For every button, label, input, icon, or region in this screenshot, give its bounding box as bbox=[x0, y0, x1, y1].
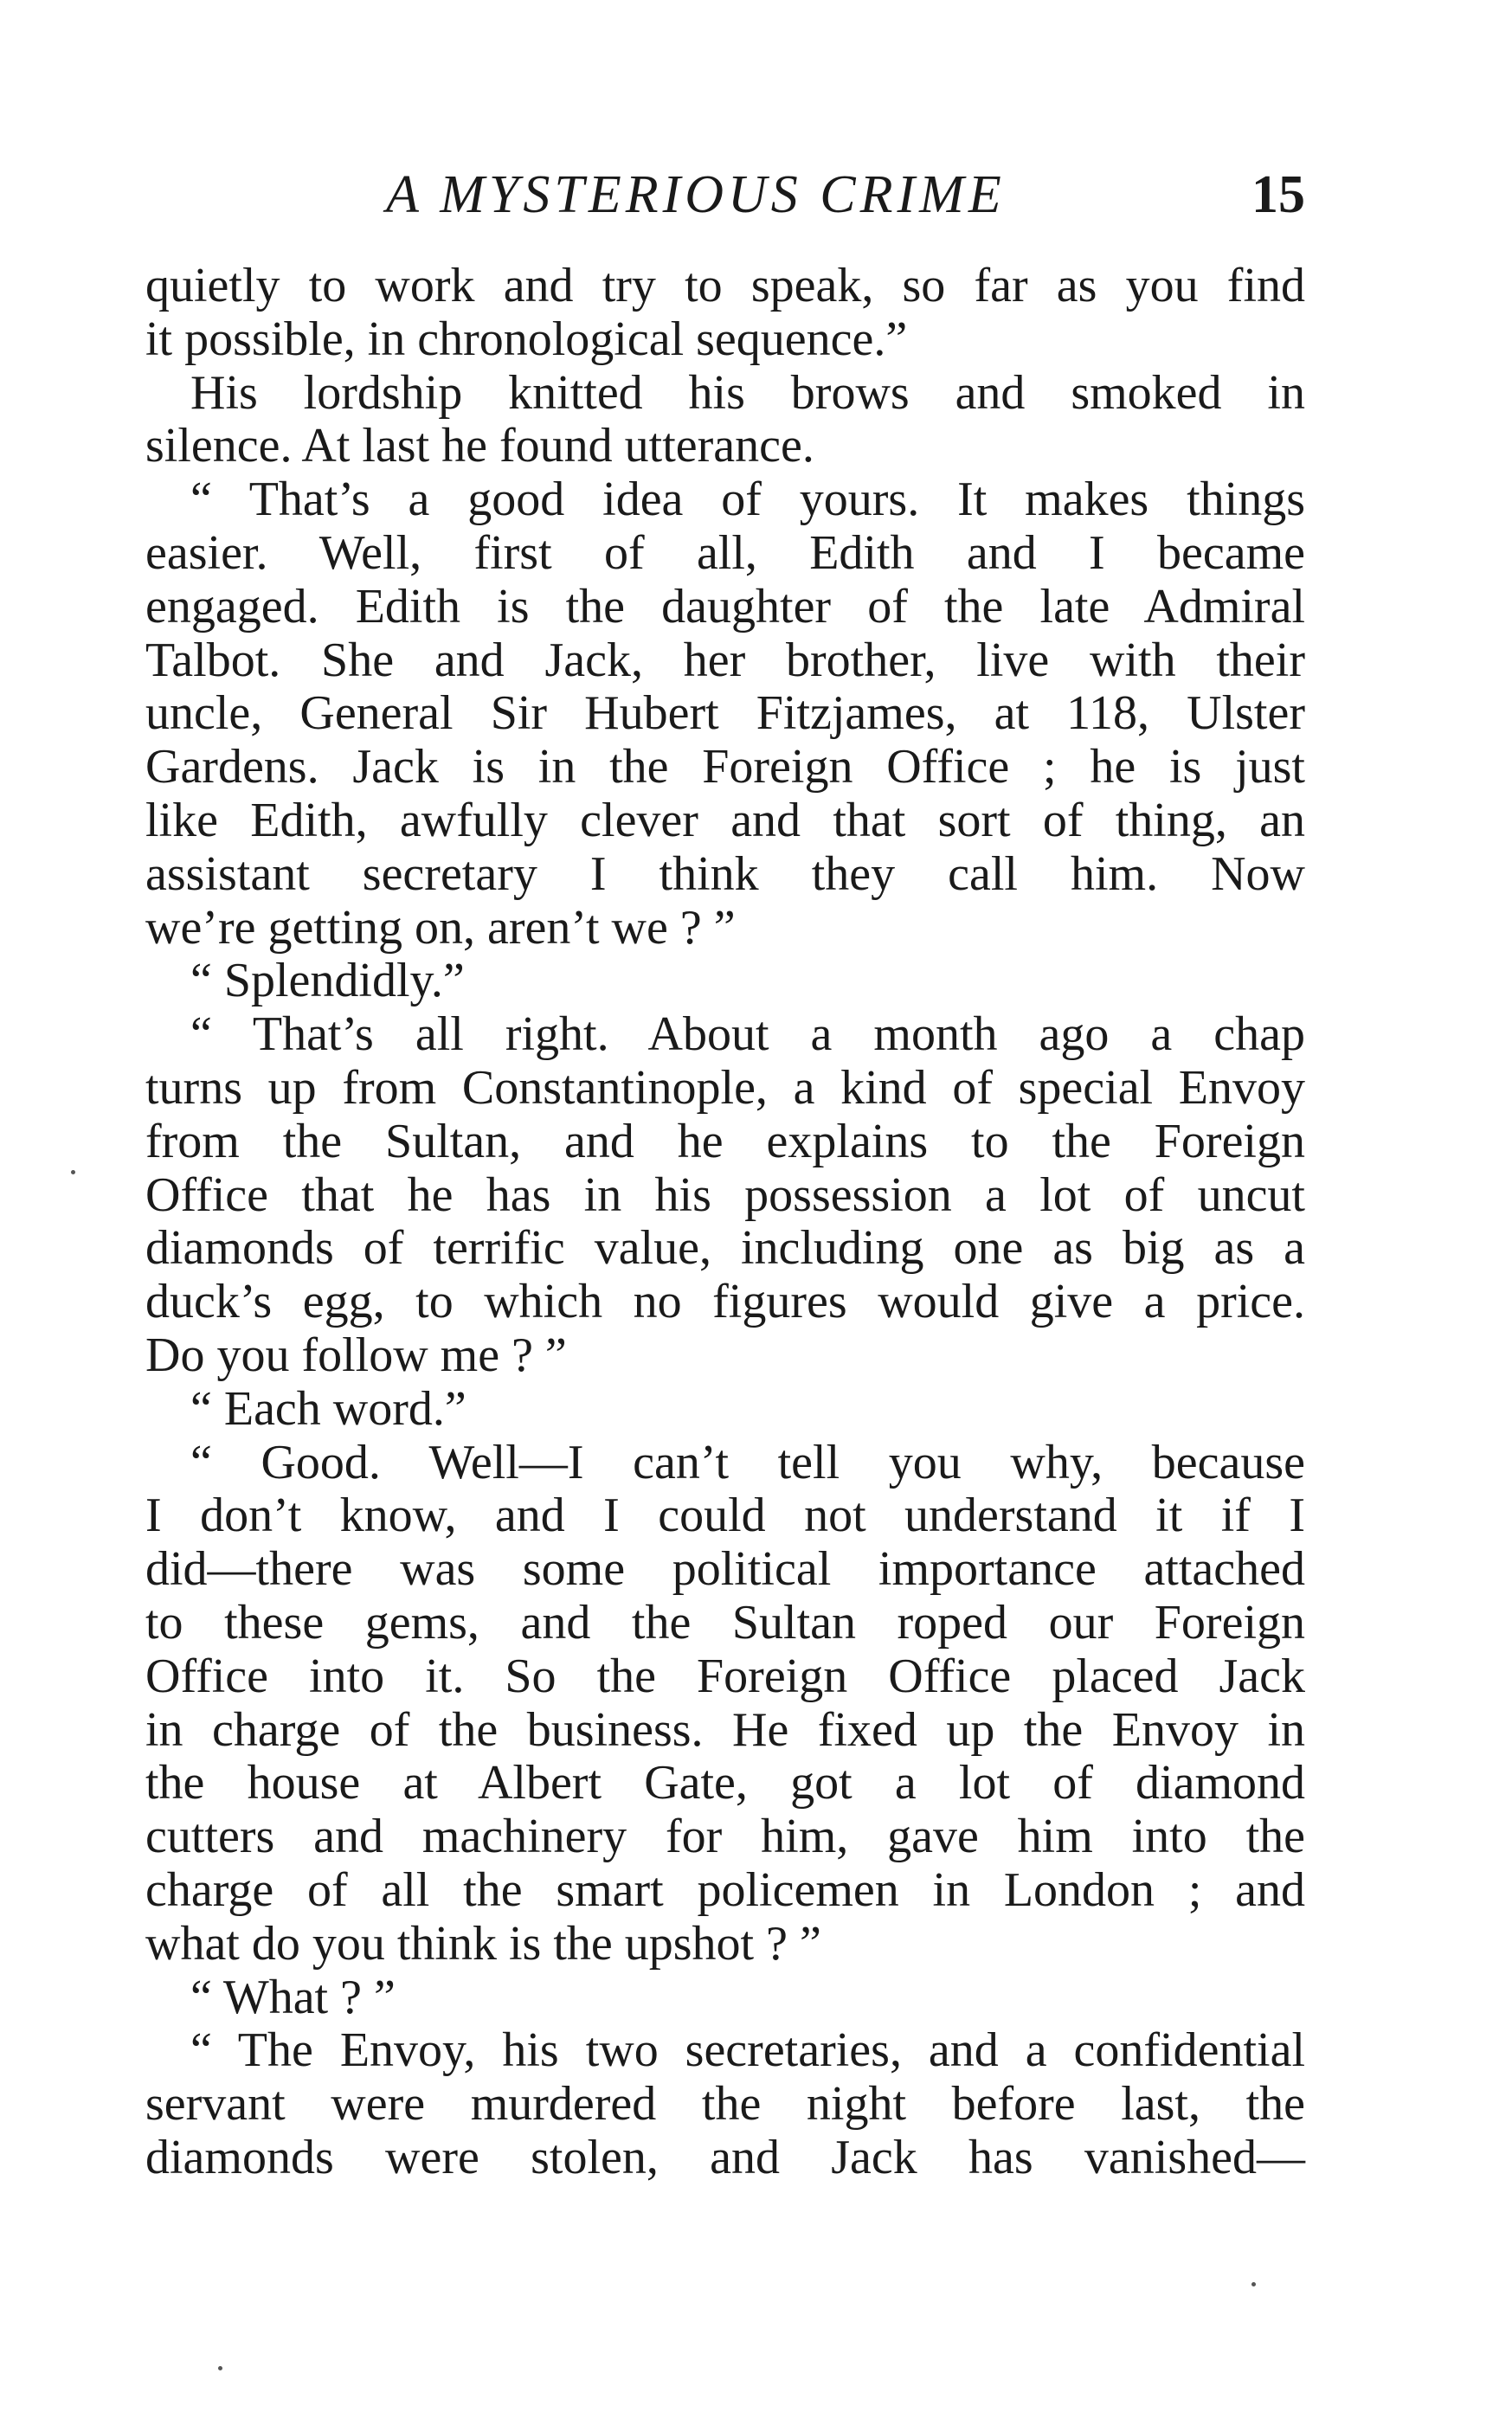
text-line: quietly to work and try to speak, so far as you find bbox=[145, 259, 1305, 312]
text-line: “ What ? ” bbox=[190, 1970, 396, 2024]
body-text bbox=[145, 260, 1305, 2185]
text-line: Do you follow me ? ” bbox=[145, 1328, 567, 1382]
text-line: did—there was some political importance attached bbox=[145, 1542, 1305, 1597]
text-line: what do you think is the upshot ? ” bbox=[145, 1916, 821, 1971]
text-line: easier. Well, first of all, Edith and I became bbox=[145, 525, 1305, 580]
print-speck bbox=[218, 2366, 222, 2370]
text-line: assistant secretary I think they call him. Now bbox=[145, 846, 1305, 901]
text-line: “ Good. Well—I can’t tell you why, because bbox=[190, 1435, 1305, 1489]
running-title: A MYSTERIOUS CRIME bbox=[386, 165, 1006, 224]
text-line: Office into it. So the Foreign Office placed Jack bbox=[145, 1649, 1305, 1703]
text-line: servant were murdered the night before last, the bbox=[145, 2077, 1305, 2132]
text-line: “ The Envoy, his two secretaries, and a confidential bbox=[190, 2023, 1305, 2078]
print-speck bbox=[71, 1170, 75, 1174]
text-line: the house at Albert Gate, got a lot of diamond bbox=[145, 1756, 1305, 1810]
text-line: I don’t know, and I could not understand it if I bbox=[145, 1489, 1305, 1543]
text-line: we’re getting on, aren’t we ? ” bbox=[145, 900, 736, 955]
text-line: duck’s egg, to which no figures would give a price. bbox=[145, 1275, 1305, 1329]
text-line: diamonds were stolen, and Jack has vanished— bbox=[145, 2130, 1305, 2184]
text-line: from the Sultan, and he explains to the Foreign bbox=[145, 1114, 1305, 1168]
text-line: cutters and machinery for him, gave him into the bbox=[145, 1810, 1305, 1864]
text-line: “ That’s a good idea of yours. It makes things bbox=[190, 473, 1305, 527]
text-line: to these gems, and the Sultan roped our Foreign bbox=[145, 1595, 1305, 1650]
running-head bbox=[145, 160, 1305, 229]
text-line: silence. At last he found utterance. bbox=[145, 419, 814, 473]
text-line: Office that he has in his possession a lot of uncut bbox=[145, 1167, 1305, 1222]
text-line: Talbot. She and Jack, her brother, live with their bbox=[145, 633, 1305, 687]
page-number: 15 bbox=[1251, 165, 1305, 224]
text-line: it possible, in chronological sequence.” bbox=[145, 312, 908, 366]
text-line: in charge of the business. He fixed up the Envoy in bbox=[145, 1702, 1305, 1757]
text-line: charge of all the smart policemen in London ; and bbox=[145, 1862, 1305, 1917]
text-line: like Edith, awfully clever and that sort of thing, an bbox=[145, 793, 1305, 847]
text-line: engaged. Edith is the daughter of the late Admiral bbox=[145, 579, 1305, 633]
text-line: diamonds of terrific value, including one as big as a bbox=[145, 1221, 1305, 1276]
text-line: “ Each word.” bbox=[190, 1381, 466, 1436]
text-line: “ Splendidly.” bbox=[190, 954, 465, 1008]
text-line: uncle, General Sir Hubert Fitzjames, at 118, Ulster bbox=[145, 686, 1305, 741]
text-line: “ That’s all right. About a month ago a chap bbox=[190, 1007, 1305, 1062]
print-speck bbox=[1251, 2282, 1256, 2286]
text-line: turns up from Constantinople, a kind of special Envoy bbox=[145, 1060, 1305, 1115]
text-line: Gardens. Jack is in the Foreign Office ; he is just bbox=[145, 740, 1305, 794]
text-line: His lordship knitted his brows and smoked in bbox=[190, 365, 1305, 420]
